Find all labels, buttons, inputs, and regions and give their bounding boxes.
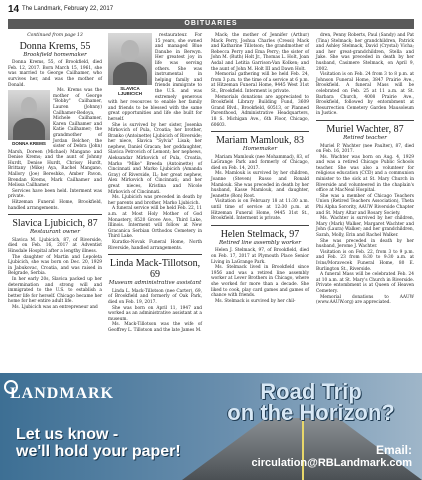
ad-email-label: Email: — [375, 443, 412, 457]
section-title-bar: OBITUARIES — [8, 19, 414, 29]
obit-paragraph: She was preceded in death by her husband, Jerome J. Wachter. — [316, 238, 414, 250]
photo-caption: DONNA KREMS — [12, 141, 46, 147]
obit-paragraph: Donna Krems, 55, of Brookfield, died Feb. 12, 2017. Born March 15, 1961, she was married to George Cailhamer, who survives her, and was the mother of Donald. — [8, 60, 102, 88]
obit-paragraph: The daughter of Martin and Lepoleta Ljubicich, she was born on Dec. 20, 1929 in Jabukovac, Croatia, and was raised in Belgrade, Serbia. — [8, 254, 102, 277]
obit-paragraph: A funeral service will be held Feb. 22, 11 a.m. at Most Holy Mother of God Monastery, 8520 Grove Ave., Third Lake, Illinois. Interment will follow at New Gracanica Serbian Orthodox Cemetery in Third Lake. — [108, 206, 202, 240]
obit-paragraph: She was a member of Chicago Teachers Union (Retired Teachers Association), Theta Phi Alpha Sorority, AAUW Riverside Chapter and St. Mary Altar and Rosary Society. — [316, 193, 414, 216]
obit-paragraph: Ms. Wachter is survived by her children, Mary (Mark) Walker, Margaret Wachter and John (Laura) Walker; and her grandchildren, Sarah, Molly, Erin and Rachel Walker. — [316, 216, 414, 238]
obit-name-slavica-ljubicich: Slavica Ljubicich, 87 — [12, 218, 98, 230]
obit-name-mariam-mamlouk: Mariam Mamlouk, 83 — [215, 135, 305, 147]
obit-subtitle: Brookfield homemaker — [23, 51, 87, 58]
obit-paragraph: Visitation is on Feb. 24 from 3 to 8 p.m. at Johnson Funeral Home, 3847 Prairie Ave., Brookfield. A funeral Mass will be celebrated on Feb. 25 at 11 a.m. at St. Barbara Church, 4008 Prairie Ave., Brookfield, followed by entombment at Resurrection Cemetery Garden Mausoleum in Justice. — [316, 72, 414, 117]
obit-paragraph: She is survived by her sister, Josenka Mirkovich of Pula, Croatia; her brother, Branko (Antoinette) Ljubicich of Riverside; her niece, Slavica "Sylvia" Lisak; her nephew, Daniel Gracan; her goddaughter, Slavica Petrovich of Lemont; her nephews, Aleksandar Mirkovich of Pula, Croatia, Marko "Mike" Breeda (Antoinette) of Cincinnati and Marko Ljubicich (Amanda Gray) of Riverside, IL; her great nephew, Alex Mirkovich of Cincinnati; and her great nieces, Kristina and Nicole Mirkovich of Cincinnati. — [108, 122, 202, 195]
obit-paragraph: Ms. Stelmack lived in Brookfield since 1956 and was a retired line assembly worker at Lever Brothers in Chicago, where she worked for more than a decade. She liked to cook, play card games and games of chance with friends. — [211, 265, 309, 299]
publication-line: The Landmark, February 22, 2017 — [22, 6, 114, 12]
ad-tagline-line2: we'll hold your paper! — [16, 443, 181, 460]
obit-subtitle: Retired teacher — [343, 134, 387, 141]
obit-paragraph: In her early 20s, Slavica packed up her determination and strong will and immigrated to the U.S. to establish a better life for herself. Chicago became her home for her entire adult life. — [8, 276, 102, 305]
obit-subtitle: Retired line assembly worker — [219, 239, 301, 246]
divider — [8, 214, 102, 215]
obit-paragraph: Ms. Ljubicich was preceded in death by her parents and brother, Marko Ljubicich. — [108, 195, 202, 206]
obit-name-linda-mack-tillotson: Linda Mack-Tillotson, 69 — [109, 258, 201, 281]
obit-paragraph: Memorials donations are appreciated to Brookfield Library Building Fund, 3609 Grand Blvd., Brookfield, 60513, or Planned Parenthood, Administrative Headquarters, 18 S. Michigan Ave., 6th Floor, Chicago, 60603. — [211, 94, 309, 128]
column-3 — [211, 33, 309, 304]
obit-paragraph: Memorial gathering will be held Feb. 24, from 3 p.m. to the time of a service at 6 p.m. at Hitzeman Funeral Home, 9445 West 31st St., Brookfield. Interment is private. — [211, 72, 309, 94]
obit-paragraph: Ms. Mamlouk is survived by her children, Joanne (Steven) Russo and Ronald Mamlouk. She was preceded in death by her husband, Kasse Mamlouk, and daughter, Jeanette (Ron) Root. — [211, 171, 309, 199]
ad-headline-line2: on the Horizon? — [227, 400, 395, 425]
slavica-ljubicich-photo — [108, 33, 152, 85]
column-2 — [108, 33, 202, 334]
page-header — [8, 4, 414, 18]
obit-paragraph: Services have been held. Interment was private. — [8, 188, 102, 200]
page-number: 14 — [8, 4, 20, 15]
obit-name-donna-krems: Donna Krems, 55 — [19, 40, 91, 52]
obit-paragraph: Linda L. Mack-Tillotson (nee Carter), 69, of Brookfield and formerly of Oak Park, died on Feb. 19, 2017. — [108, 288, 202, 305]
obit-paragraph: dren, Penny Roberts, Paul (Sandy) and Pat (Tina) Stelmack; her grandchildren, Patrick and Ashley Stelmack, David (Crystal) Vicha; and her great-grandchildren, Stella and Jake. She was preceded in death by her husband, Casimere Stelmack, on April 9, 2002. — [316, 33, 414, 72]
obit-paragraph: Ms. Ljubicich was an entrepreneur and — [12, 304, 98, 310]
obit-paragraph: Mack; the mother of Jennifer (Arthur) Mack Perry, Joshua Charles (Cressi) Mack and Katharine Tillotson; the grandmother of Rebecca Perry and Ema Perry; the sister of John M. (Ruth) Holt Jr., Thomas L. Holt, Joan Asdal and Letitia Garrison-Van Kolken; and the aunt of John M. Holt III and Dawn Holt. — [211, 33, 309, 72]
obit-paragraph: She was born on April 11, 1947 and worked as an administrative assistant at a museum. — [108, 305, 202, 322]
obit-paragraph: restaurateur. For 15 years, she owned and managed Blue Danube in Berwyn. Her greatest joy in life was serving others. She was instrumental in helping family and friends immigrate to the U.S. and was extremely generous with her resources to enable her family and friends to be blessed with the same great opportunities and life she built for herself. — [108, 33, 202, 122]
donna-krems-photo — [8, 90, 50, 140]
ad-headline — [205, 381, 417, 423]
obit-subtitle: Homemaker — [242, 146, 278, 153]
ad-tagline-line1: Let us know - — [16, 426, 119, 443]
ad-email-link[interactable]: circulation@RBLandmark.com — [251, 457, 412, 469]
divider — [211, 131, 309, 132]
photo-block — [108, 33, 152, 96]
obit-paragraph: Ms. Wachter was born on Aug. 4, 1929 and was a retired Chicago Public Schools teacher. She was also a volunteer for religious education (CCD) and a communion minister to the sick at St. Mary Church in Riverside and volunteered in the chaplain's office at MacNeal Hospital. — [316, 154, 414, 194]
obit-paragraph: Ms. Stelmack is survived by her chil- — [215, 298, 296, 304]
obit-paragraph: Muriel P. Wachter (nee Paulter), 87, died on Feb. 16, 2017. — [316, 143, 414, 155]
obit-name-helen-stelmack: Helen Stelmack, 97 — [220, 228, 300, 240]
photo-caption: SLAVICA LJUBICICH — [117, 86, 142, 96]
obit-paragraph: Helen J. Stelmack, 97, of Brookfield, died on Feb. 17, 2017 at Plymouth Place Senior Living in LaGrange Park. — [211, 248, 309, 265]
obit-paragraph: Hitzeman Funeral Home, Brookfield, handled arrangements. — [8, 200, 102, 211]
obit-paragraph: Mariam Mamlouk (nee Mohammad), 83, of LaGrange Park and formerly of Chicago, died on Feb. 14, 2017. — [211, 154, 309, 171]
obit-paragraph: Ms. Mack-Tillotson was the wife of Geoffrey L. Tillotson and the late James M. — [108, 322, 202, 333]
obit-paragraph: Kuratko-Novak Funeral Home, North Riverside, handled arrangements. — [108, 239, 202, 251]
column-4 — [316, 33, 414, 306]
obit-paragraph: Memorial donations to AAUW (www.AAUW.org) are appreciated. — [316, 294, 414, 306]
obit-subtitle: Museum administrative assistant — [108, 280, 202, 287]
continued-note: Continued from page 13 — [27, 33, 83, 38]
landmark-logo: LANDMARK — [10, 385, 114, 402]
column-1 — [8, 33, 102, 311]
obit-paragraph: Visitation is on February 18 at 11:30 a.m. until time of service at 12:30 p.m. at Hitzeman Funeral Home, 9445 31st St., Brookfield. Interment is private. — [211, 199, 309, 222]
ad-headline-line1: Road Trip — [260, 379, 362, 404]
ad-tagline — [16, 426, 196, 460]
obit-paragraph: Ms. Krems was the mother of George "Bobby" Cailhamer, Lauren (Johnny) Cailhamer-Bedoya, Michele Cailhamer, Karen Cailhamer and Katie Cailhamer; the grandmother of Jordan Belcher; the sister of Debra (John) Marsh, Doreen (Michael) Mangano and Denise Krems; and the aunt of Johnny Hurdt, Denise Hurdt, Chrissy Hurdt, Brittany (Mike) Aya, Rachel Mangano, Mallory (Joe) Bereshko, Amber Pavon, Brendan Krems, Mark Cailhamer and Melissa Cailhamer. — [8, 88, 102, 189]
divider — [211, 225, 309, 226]
divider — [316, 120, 414, 121]
photo-block — [8, 90, 50, 146]
obit-name-muriel-wachter: Muriel Wachter, 87 — [326, 123, 404, 135]
obit-subtitle: Restaurant owner — [29, 229, 81, 236]
divider — [108, 254, 202, 255]
obit-paragraph: Slavica M. Ljubicich, 87, of Riverside, died on Feb. 16, 2017 at Adventist Hinsdale Hospital after a lengthy illness. — [8, 237, 102, 254]
obit-paragraph: Visitation is on Feb. 22, from 3 to 9 p.m. and Feb. 23 from 8:30 to 9:30 a.m. at Ivins/Moravecek Funeral Home, 80 E. Burlington St., Riverside. — [316, 249, 414, 272]
landmark-ad-banner[interactable] — [0, 373, 422, 480]
obit-paragraph: A funeral Mass will be celebrated Feb. 24 at 10 a.m. at St. Mary's Church in Riverside. Private entombment is at Queen of Heaven Cemetery. — [316, 272, 414, 294]
